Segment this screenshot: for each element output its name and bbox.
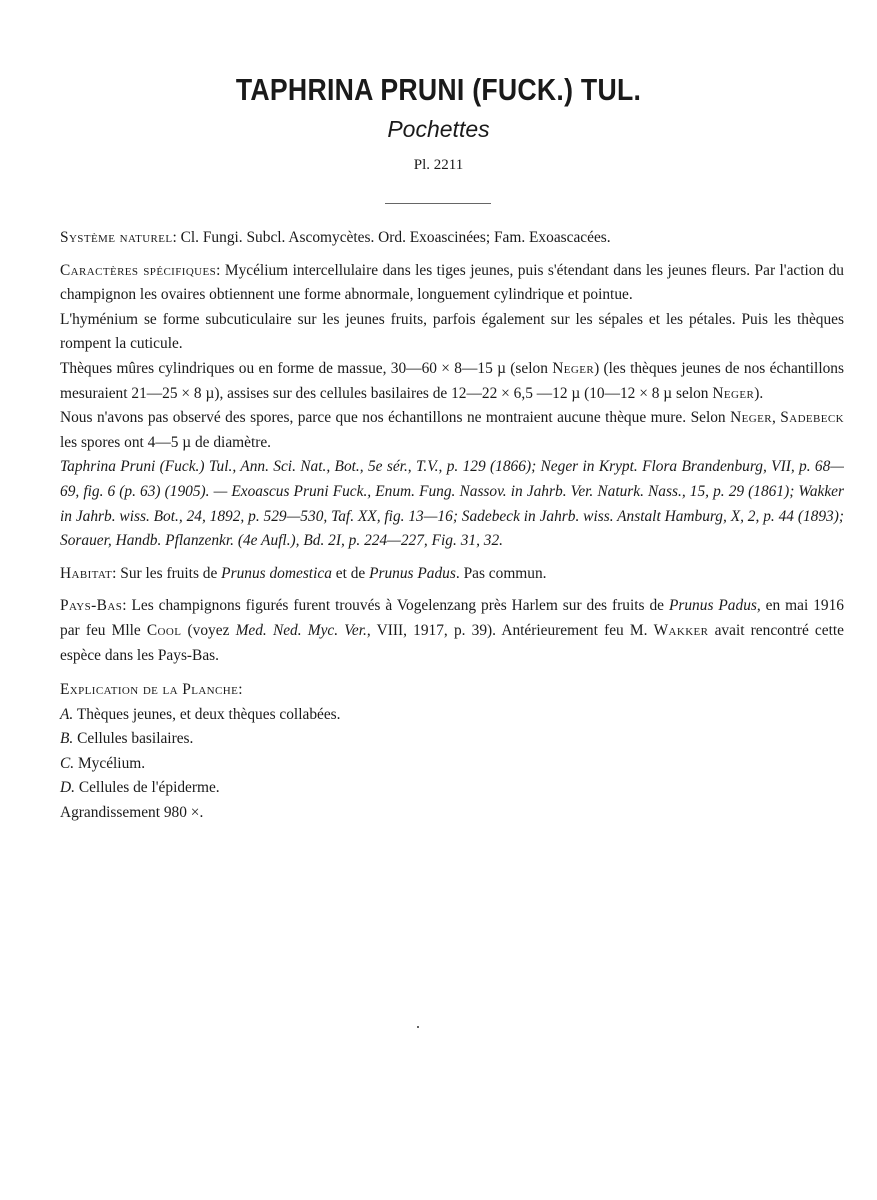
common-name: Pochettes xyxy=(387,116,490,142)
paysbas-paragraph xyxy=(60,594,844,668)
paysbas-text-c: (voyez xyxy=(181,621,236,639)
magnification: Agrandissement 980 ×. xyxy=(60,804,204,822)
habitat-text-a: : Sur les fruits de xyxy=(112,564,222,582)
species-name: Prunus domestica xyxy=(221,564,332,582)
paysbas-text-e: avait rencontré cette espèce dans les Pays-Bas. xyxy=(60,621,844,664)
species-name: Prunus Padus xyxy=(369,564,456,582)
explanation-key: C. xyxy=(60,754,75,772)
explanation-text: Cellules de l'épiderme. xyxy=(78,779,220,797)
separator: , xyxy=(771,409,781,427)
explanation-key: D. xyxy=(60,779,75,797)
explanation-key: A. xyxy=(60,705,74,723)
systeme-text: : Cl. Fungi. Subcl. Ascomycètes. Ord. Exoascinées; Fam. Exoascacées. xyxy=(172,229,611,246)
explanation-text: Cellules basilaires. xyxy=(77,730,194,748)
paysbas-label: Pays-Bas xyxy=(60,597,123,615)
collector-cool: Cool xyxy=(146,621,182,639)
hymenium-text: L'hyménium se forme subcuticulaire sur les jeunes fruits, parfois également sur les sépales et les pétales. Puis les thèques rompent la cuticule. xyxy=(60,310,844,353)
theques-text-b: ) (les thèques jeunes de nos échantillons mesuraient 21—25 × 8 µ), assises sur des cellules basilaires de 12—22 × 6,5 —12 µ (10—12 × 8 µ selon xyxy=(60,359,844,402)
theques-text-a: Thèques mûres cylindriques ou en forme de massue, 30—60 × 8—15 µ (selon xyxy=(60,359,553,377)
literature-paragraph: Taphrina Pruni (Fuck.) Tul., Ann. Sci. Nat., Bot., 5e sér., T.V., p. 129 (1866); Neger in Krypt. Flora Brandenburg, VII, p. 68—69, fig. 6 (p. 63) (1905). — Exoascus Pruni Fuck., Enum. Fung. Nassov. in Jahrb. Ver. Naturk. Nass., 15, p. 29 (1861); Wakker in Jahrb. wiss. Bot., 24, 1892, p. 529—530, Taf. XX, fig. 13—16; Sadebeck in Jahrb. wiss. Anstalt Hamburg, X, 2, p. 44 (1893); Sorauer, Handb. Pflanzenkr. (4e Aufl.), Bd. 2I, p. 224—227, Fig. 31, 32. xyxy=(60,458,844,550)
spores-text-a: Nous n'avons pas observé des spores, parce que nos échantillons ne montraient aucune thèque mure. Selon xyxy=(60,409,731,427)
author-neger: Neger xyxy=(730,409,772,427)
habitat-label: Habitat xyxy=(60,564,113,582)
author-neger: Neger xyxy=(712,384,755,402)
systeme-paragraph xyxy=(60,226,844,251)
caracteres-text: : Mycélium intercellulaire dans les tiges jeunes, puis s'étendant dans les jeunes fleurs. Par l'action du champignon les ovaires obtiennent une forme abnormale, longuement cylindrique et pointue. xyxy=(60,261,845,304)
explanation-item xyxy=(60,776,844,801)
paysbas-text-a: : Les champignons figurés furent trouvés à Vogelenzang près Harlem sur des fruits de xyxy=(122,597,669,615)
species-title: TAPHRINA PRUNI (FUCK.) TUL. xyxy=(235,72,642,107)
habitat-text-b: et de xyxy=(331,564,370,582)
paysbas-text-d: , VIII, 1917, p. 39). Antérieurement feu M. xyxy=(366,621,654,639)
species-name: Prunus Padus xyxy=(668,597,757,615)
systeme-label: Système naturel xyxy=(60,229,173,246)
explanation-text: Mycélium. xyxy=(77,754,146,772)
caracteres-label: Caractères spécifiques xyxy=(60,261,217,279)
explanation-item xyxy=(60,752,844,777)
paysbas-text-b: , en mai 1916 par feu Mlle xyxy=(60,597,844,639)
habitat-paragraph xyxy=(60,562,844,587)
explanation-key: B. xyxy=(60,730,74,748)
spores-paragraph xyxy=(60,406,844,455)
plate-explanation xyxy=(60,678,844,826)
explanation-item xyxy=(60,727,844,752)
theques-text-c: ). xyxy=(754,384,764,402)
document-body xyxy=(60,226,844,826)
journal-name: Med. Ned. Myc. Ver. xyxy=(235,621,367,639)
caracteres-paragraph xyxy=(60,259,844,308)
author-wakker: Wakker xyxy=(653,621,709,639)
habitat-text-c: . Pas commun. xyxy=(455,564,547,582)
explanation-item xyxy=(60,703,844,728)
page-speck xyxy=(417,1026,419,1028)
explanation-heading: Explication de la Planche: xyxy=(60,681,243,699)
theques-paragraph xyxy=(60,357,844,406)
hymenium-paragraph xyxy=(60,308,844,357)
title-divider xyxy=(385,203,491,204)
explanation-text: Thèques jeunes, et deux thèques collabées. xyxy=(76,705,341,723)
spores-text-b: les spores ont 4—5 µ de diamètre. xyxy=(60,433,272,451)
plate-number: Pl. 2211 xyxy=(413,157,464,173)
author-sadebeck: Sadebeck xyxy=(780,409,844,427)
author-neger: Neger xyxy=(552,359,595,377)
